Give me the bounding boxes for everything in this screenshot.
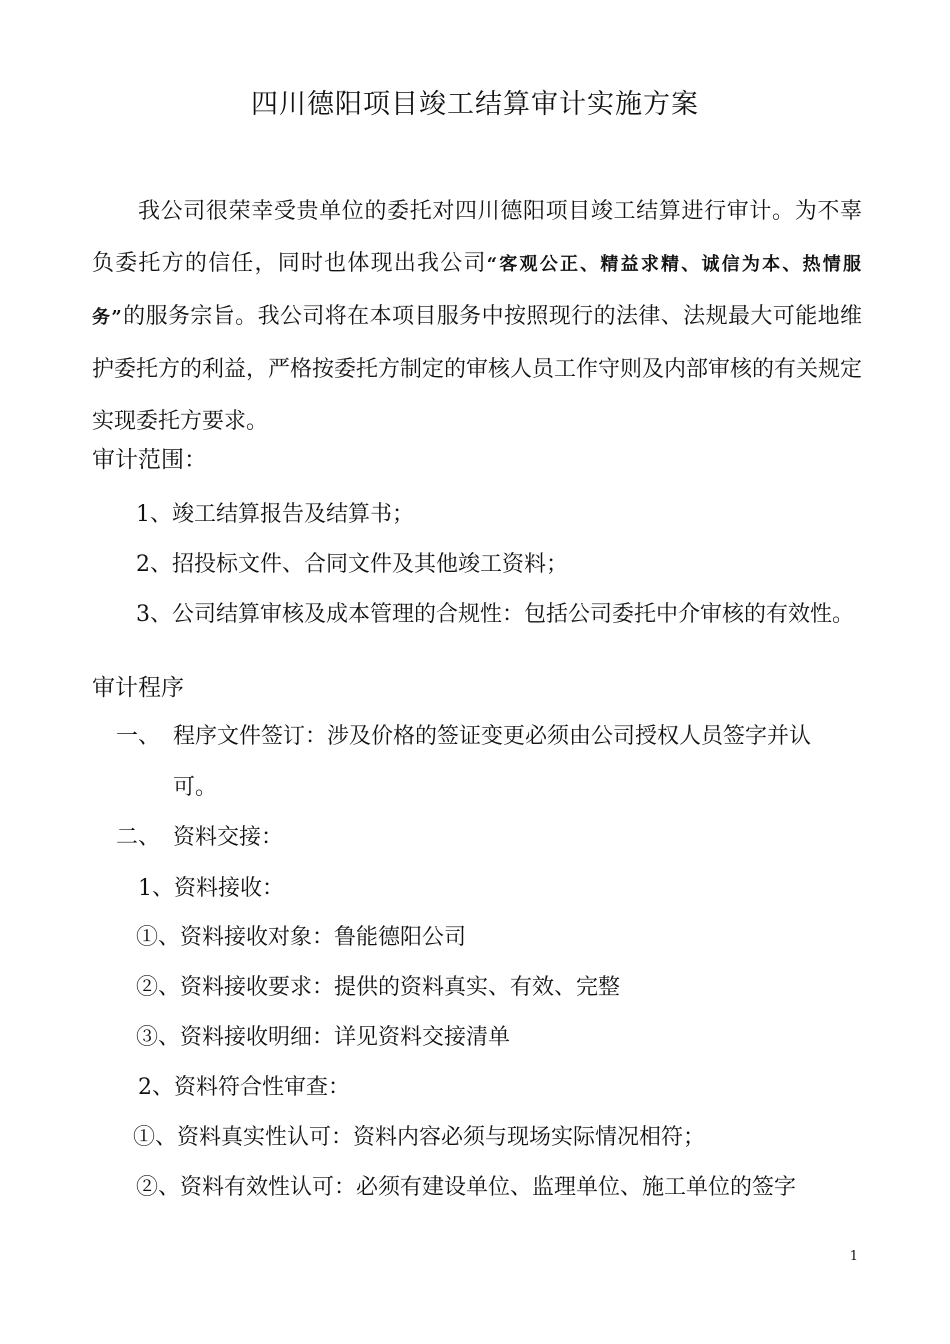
company-motto: “客观公正、精益求精、诚信为本、热情服务” [92,254,862,328]
document-title: 四川德阳项目竣工结算审计实施方案 [251,89,699,120]
section-1-text-cont: 可。 [173,775,218,800]
sub1-item-3: ③、资料接收明细：详见资料交接清单 [136,1025,511,1050]
sub2-item-1: ①、资料真实性认可：资料内容必须与现场实际情况相符； [133,1125,706,1150]
intro-text-1: 我公司很荣幸受贵单位的委托对四川德阳项目竣工结算进行审计。为不辜负委托方的信任，同时也体现出我公司 [92,199,862,276]
section-2-number: 二、 [116,825,161,850]
sub1-item-1: ①、资料接收对象：鲁能德阳公司 [136,925,467,950]
intro-text-2: 的服务宗旨。我公司将在本项目服务中按照现行的法律、法规最大可能地维护委托方的利益，严格按委托方制定的审核人员工作守则及内部审核的有关规定实现委托方要求。 [92,304,863,434]
sub1-item-2: ②、资料接收要求：提供的资料真实、有效、完整 [136,975,621,1000]
scope-item-1: 1、竣工结算报告及结算书； [136,502,414,527]
scope-item-3: 3、公司结算审核及成本管理的合规性：包括公司委托中介审核的有效性。 [136,602,854,627]
sub2-item-2: ②、资料有效性认可：必须有建设单位、监理单位、施工单位的签字 [136,1175,797,1200]
scope-item-2: 2、招投标文件、合同文件及其他竣工资料； [136,552,568,577]
sub2-heading: 2、资料符合性审查： [138,1075,350,1100]
section-1-number: 一、 [116,724,161,749]
section-2-text: 资料交接： [173,825,284,850]
scope-heading: 审计范围： [92,447,207,473]
sub1-heading: 1、资料接收： [138,876,284,901]
page-number: 1 [849,1249,858,1264]
intro-paragraph [92,186,862,448]
section-1-text: 程序文件签订：涉及价格的签证变更必须由公司授权人员签字并认 [173,724,812,749]
procedure-heading: 审计程序 [92,675,184,701]
